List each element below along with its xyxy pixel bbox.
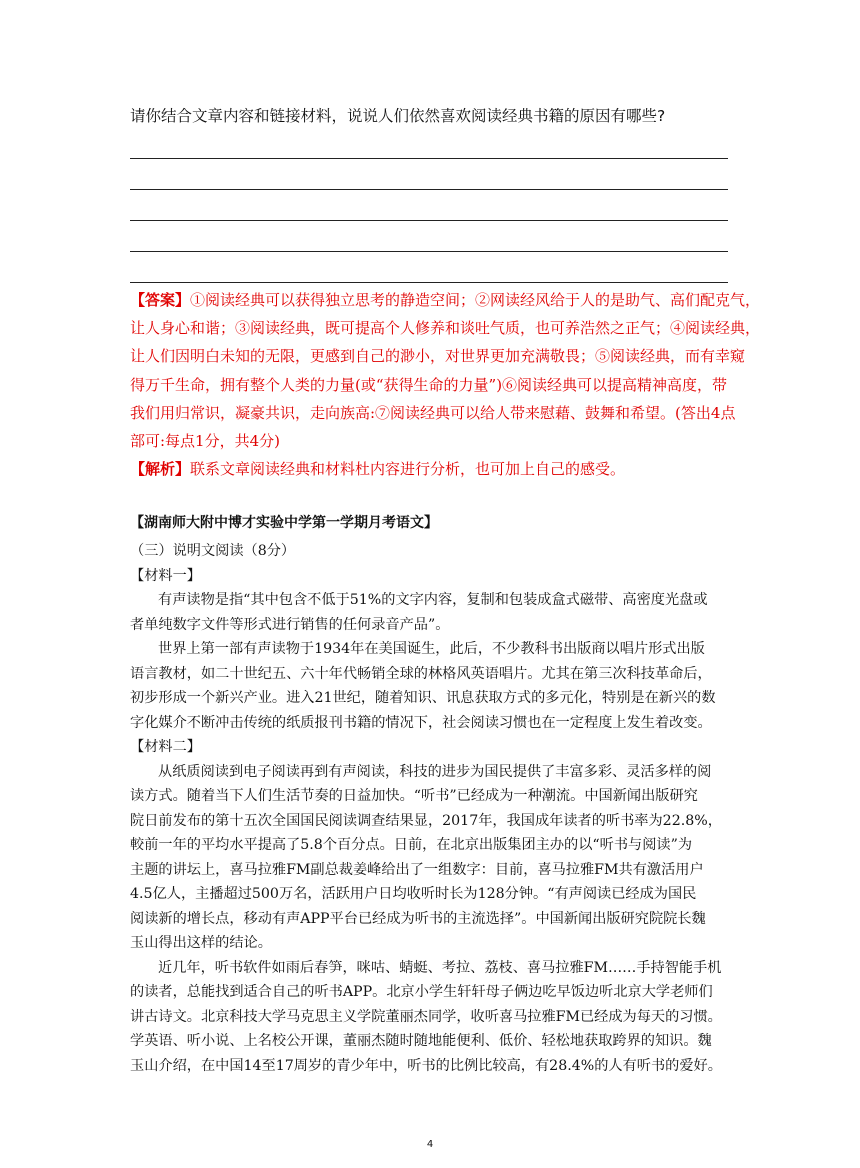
- answer-line-text: 我们用归常识，凝豪共识，走向族高:⑦阅读经典可以给人带来慰藉、鼓舞和希望。(答出4点: [130, 403, 736, 422]
- answer-line: [130, 252, 728, 283]
- answer-line: [130, 128, 728, 159]
- answer-paragraph: [130, 286, 761, 455]
- source-heading: 【湖南师大附中博才实验中学第一学期月考语文】: [130, 515, 438, 531]
- paragraph-line: 者单纯数字文件等形式进行销售的任何录音产品”。: [130, 616, 450, 633]
- answer-block: [130, 286, 761, 483]
- section-title: （三）说明文阅读（8分）: [130, 543, 296, 559]
- answer-line: [130, 190, 728, 221]
- paragraph-line: 院日前发布的第十五次全国国民阅读调查结果显，2017年，我国成年读者的听书率为22.8%，: [130, 812, 722, 829]
- paragraph-line: 玉山介绍，在中国14至17周岁的青少年中，听书的比例比较高，有28.4%的人有听书的爱好。: [130, 1057, 722, 1074]
- paragraph-line: 阅读新的增长点，移动有声APP平台已经成为听书的主流选择”。中国新闻出版研究院院长魏: [130, 910, 706, 927]
- paragraph-line: 較前一年的平均水平提高了5.8个百分点。日前，在北京出版集团主办的以“听书与阅读”为: [130, 837, 693, 853]
- page-number: 4: [426, 1139, 434, 1150]
- answer-line-text: 让人们因明白未知的无限，更感到自己的渺小，对世界更加充满敬畏；⑤阅读经典，而有幸窥: [130, 347, 746, 366]
- paragraph-line: 近几年，听书软件如雨后春笋，咪咕、蜻蜓、考拉、荔枝、喜马拉雅FM……手持智能手机: [158, 959, 722, 976]
- answer-line-text: 得万千生命，拥有整个人类的力量(或“获得生命的力量”)⑥阅读经典可以提高精神高度，带: [130, 375, 728, 394]
- analysis-paragraph: [130, 455, 730, 483]
- material2-title: 【材料二】: [130, 739, 201, 755]
- answer-line: [130, 221, 728, 252]
- material1-title: 【材料一】: [130, 567, 201, 584]
- paragraph-line: 世界上第一部有声读物于1934年在美国诞生，此后，不少教科书出版商以唱片形式出版: [158, 641, 705, 657]
- paragraph-line: 有声读物是指“其中包含不低于51%的文字内容，复制和包装成盒式磁带、高密度光盘或: [158, 592, 708, 608]
- paragraph-line: 主题的讲坛上，喜马拉雅FM副总裁姜峰给出了一组数字：目前，喜马拉雅FM共有激活用户: [130, 861, 704, 878]
- paragraph-line: 4.5亿人，主播超过500万名，活跃用户日均收听时长为128分钟。“有声阅读已经成为国民: [130, 886, 697, 902]
- paragraph-line: 从纸质阅读到电子阅读再到有声阅读，科技的进步为国民提供了丰富多彩、灵活多样的阅: [158, 763, 712, 780]
- analysis-tag: 【解析】: [130, 460, 191, 479]
- answer-line: [130, 159, 728, 190]
- question-text: 请你结合文章内容和链接材料，说说人们依然喜欢阅读经典书籍的原因有哪些?: [130, 107, 666, 125]
- answer-tag: 【答案】: [130, 291, 191, 309]
- paragraph-line: 的读者，总能找到适合自己的听书APP。北京小学生轩轩母子俩边吃早饭边听北京大学老师们: [130, 984, 713, 1000]
- paragraph-line: 字化媒介不断冲击传统的纸质报刊书籍的情况下，社会阅读习惯也在一定程度上发生着改变。: [130, 714, 712, 731]
- paragraph-line: 玉山得出这样的结论。: [130, 935, 272, 951]
- paragraph-line: 初步形成一个新兴产业。进入21世纪，随着知识、讯息获取方式的多元化，特别是在新兴的数: [130, 690, 716, 706]
- paragraph-line: 学英语、听小说、上名校公开课，董丽杰随时随地能便利、低价、轻松地获取跨界的知识。魏: [130, 1033, 712, 1049]
- paragraph-line: 语言教材，如二十世纪五、六十年代畅销全球的林格风英语唱片。尤其在第三次科技革命后，: [130, 665, 712, 682]
- answer-line-text: 让人身心和谐；③阅读经典，既可提高个人修养和谈吐气质，也可养浩然之正气；④阅读经典，: [130, 319, 761, 338]
- article-body: [130, 539, 730, 1078]
- answer-writing-lines: [130, 128, 728, 283]
- paragraph-line: 读方式。随着当下人们生活节奏的日益加快。“听书”已经成为一种潮流。中国新闻出版研究: [130, 788, 698, 804]
- analysis-text: 联系文章阅读经典和材料杜内容进行分析，也可加上自己的感受。: [190, 460, 626, 479]
- paragraph-line: 讲古诗文。北京科技大学马克思主义学院董丽杰同学，收听喜马拉雅FM已经成为每天的习惯。: [130, 1008, 722, 1025]
- answer-line-text: 【答案】①阅读经典可以获得独立思考的静造空间；②网读经风给于人的是助气、高们配克气，: [130, 291, 761, 309]
- answer-line-text: 部可:每点1分，共4分): [130, 432, 280, 451]
